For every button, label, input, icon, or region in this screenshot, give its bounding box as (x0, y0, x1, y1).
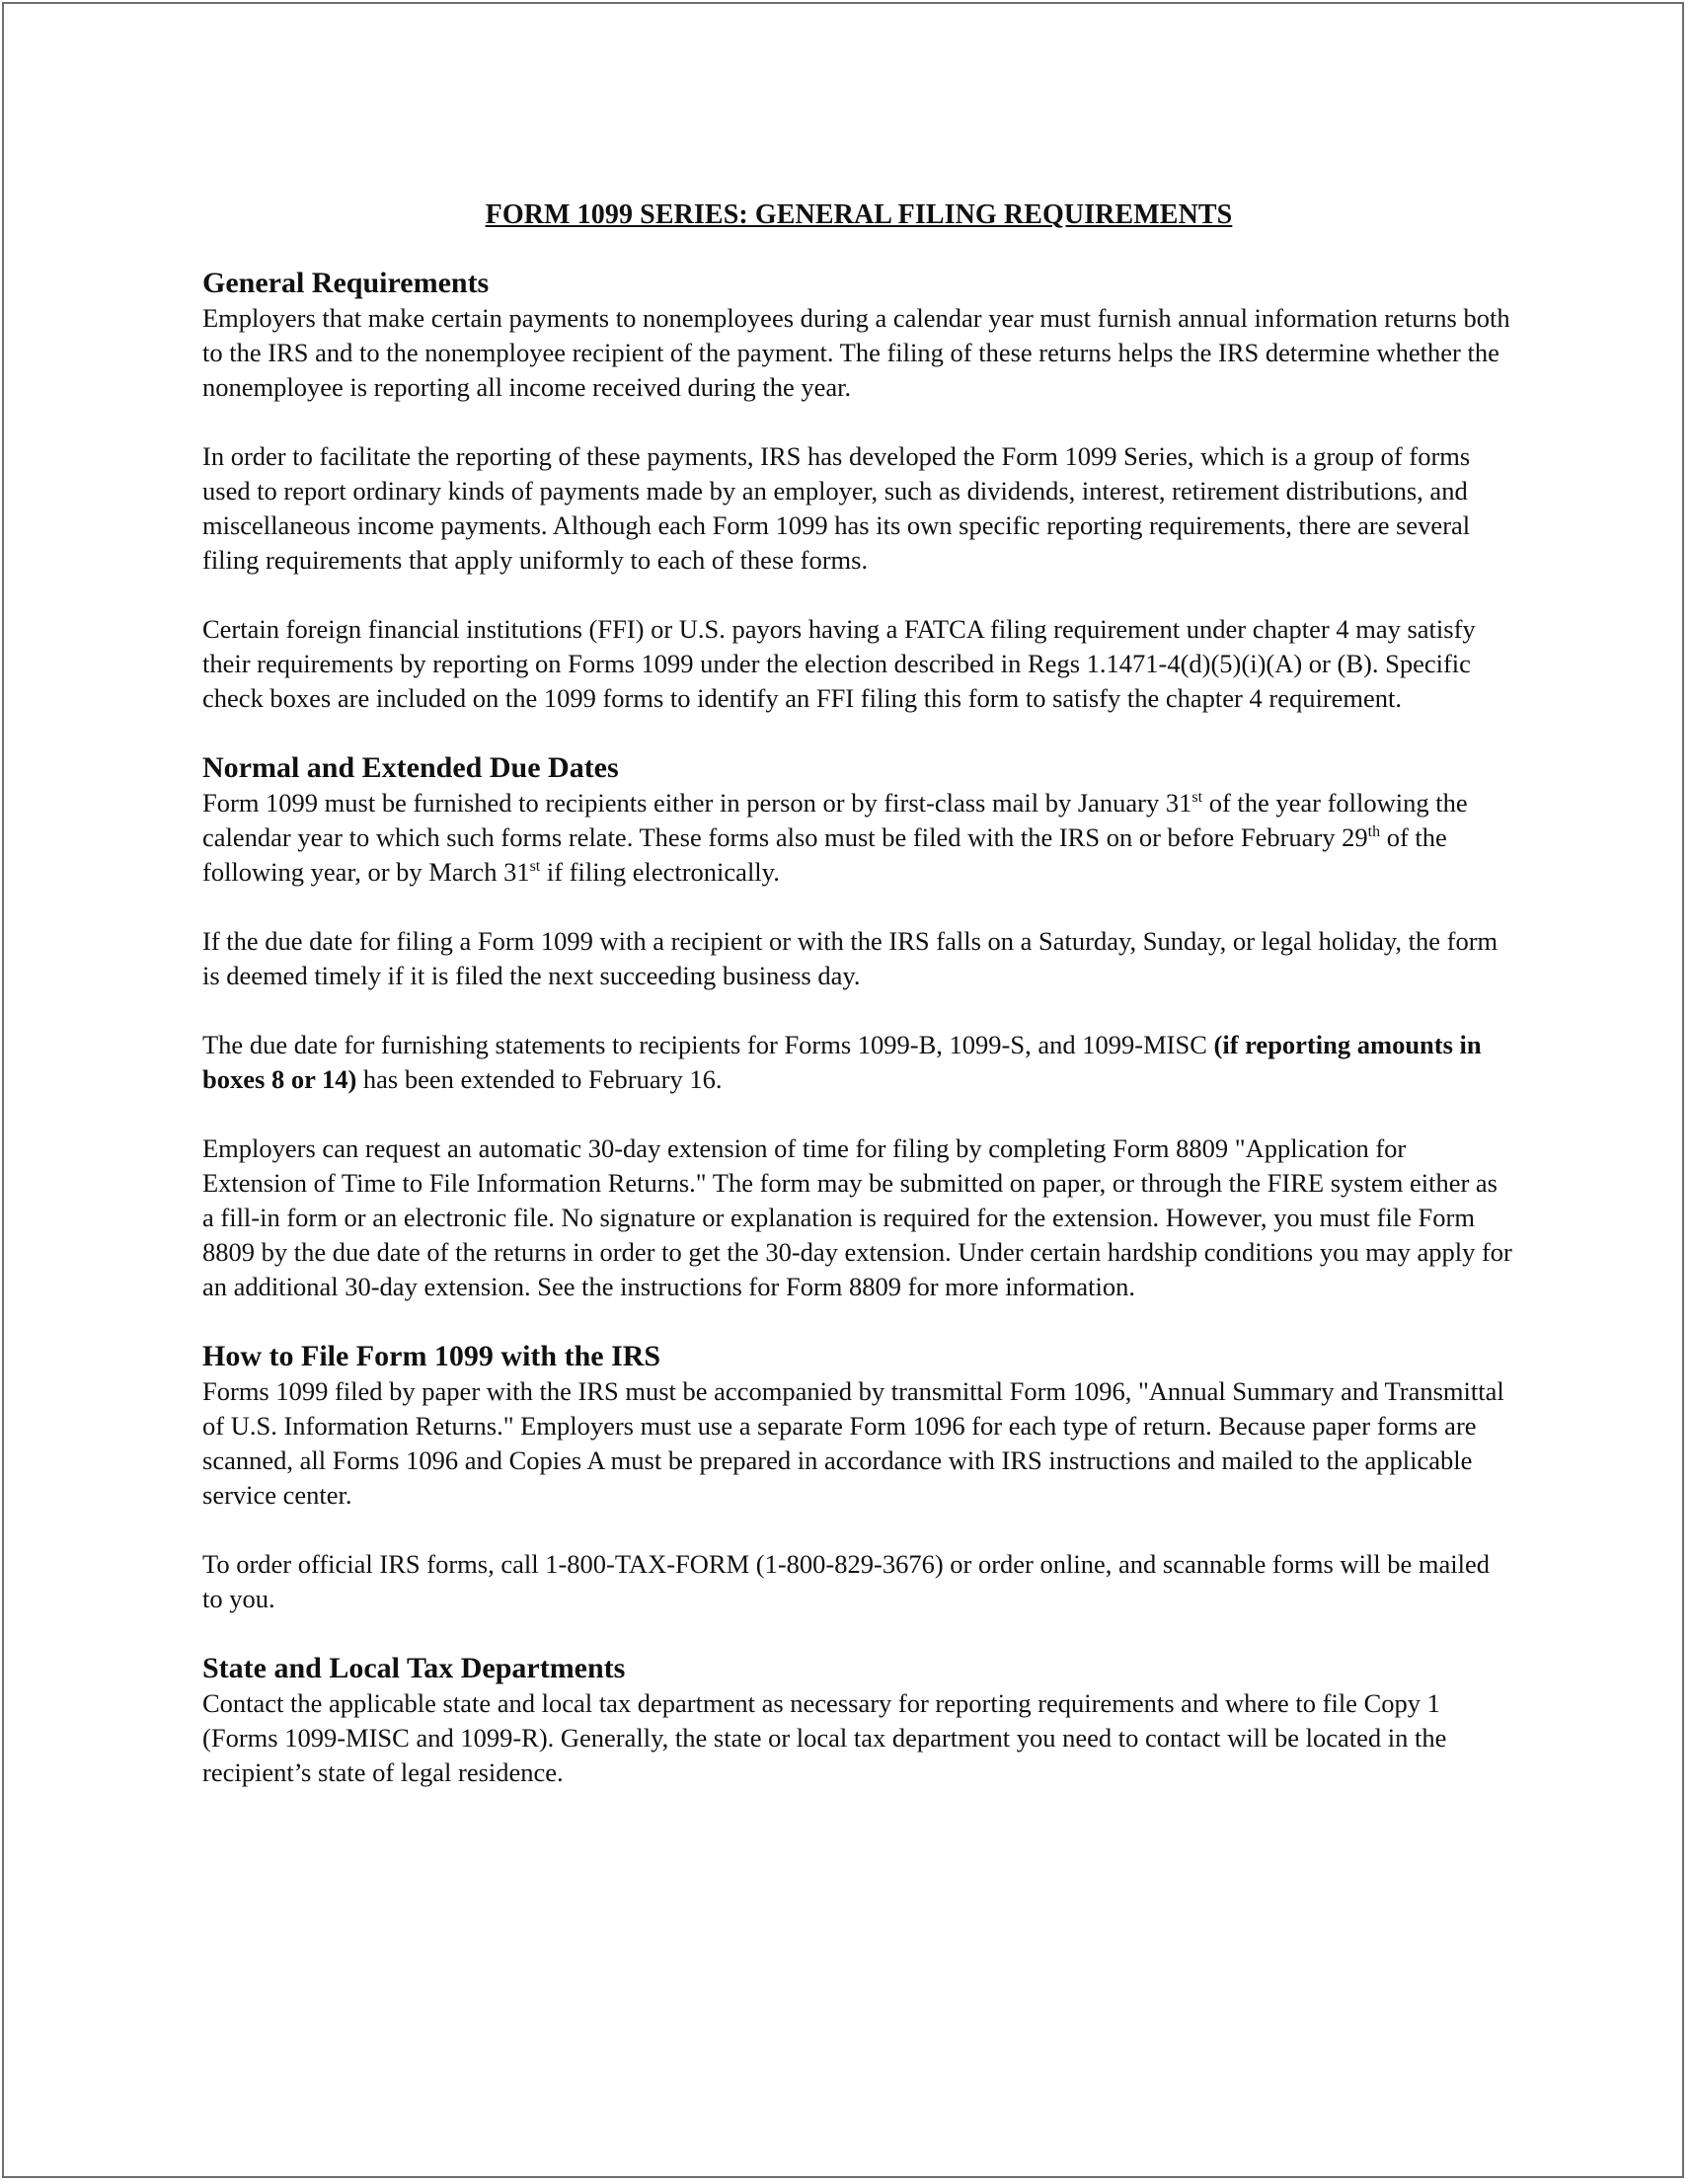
section-heading: How to File Form 1099 with the IRS (202, 1340, 661, 1372)
text-run: The due date for furnishing statements to recipients for Forms 1099-B, 1099-S, and 1099-MISC (202, 1030, 1214, 1059)
paragraph: Employers can request an automatic 30-day extension of time for filing by completing Form 8809 "Application for Extension of Time to File Information Returns." The form may be submitted on paper, or through the FIRE system either as a fill-in form or an electronic file. No signature or explanation is required for the extension. However, you must file Form 8809 by the due date of the returns in order to get the 30-day extension. Under certain hardship conditions you may apply for an additional 30-day extension. See the instructions for Form 8809 for more information. (202, 1133, 1512, 1301)
paragraph: Contact the applicable state and local tax department as necessary for reporting requirements and where to file Copy 1 (Forms 1099-MISC and 1099-R). Generally, the state or local tax department you need to contact will be located in the recipient’s state of legal residence. (202, 1688, 1447, 1787)
document-title: FORM 1099 SERIES: GENERAL FILING REQUIREMENTS (485, 199, 1233, 230)
section-state-local (202, 1651, 1515, 1790)
text-run: has been extended to February 16. (356, 1064, 723, 1094)
section-heading: Normal and Extended Due Dates (202, 751, 619, 784)
text-run: of the year following the calendar year to which such forms relate. These forms also must be filed with the IRS on or before February 29 (202, 788, 1468, 852)
ordinal-suffix: st (1191, 789, 1203, 807)
paragraph: Certain foreign financial institutions (FFI) or U.S. payors having a FATCA filing requirement under chapter 4 may satisfy their requirements by reporting on Forms 1099 under the election described in Regs 1.1471-4(d)(5)(i)(A) or (B). Specific check boxes are included on the 1099 forms to identify an FFI filing this form to satisfy the chapter 4 requirement. (202, 614, 1476, 713)
text-run: Form 1099 must be furnished to recipients either in person or by first-class mail by January 31 (202, 788, 1192, 818)
paragraph: To order official IRS forms, call 1-800-TAX-FORM (1-800-829-3676) or order online, and scannable forms will be mailed to you. (202, 1549, 1491, 1613)
section-heading: State and Local Tax Departments (202, 1652, 626, 1684)
bold-text-run: (if reporting amounts in boxes 8 or 14) (202, 1030, 1482, 1094)
paragraph: Forms 1099 filed by paper with the IRS must be accompanied by transmittal Form 1096, "Annual Summary and Transmittal of U.S. Information Returns." Employers must use a separate Form 1096 for each type of return. Because paper forms are scanned, all Forms 1096 and Copies A must be prepared in accordance with IRS instructions and mailed to the applicable service center. (202, 1376, 1504, 1510)
ordinal-suffix: st (529, 858, 541, 876)
section-general-requirements (202, 266, 1515, 716)
section-how-to-file (202, 1339, 1515, 1616)
text-run: of the following year, or by March 31 (202, 822, 1447, 887)
paragraph (202, 1028, 1515, 1097)
document-body (202, 197, 1515, 1825)
section-heading: General Requirements (202, 267, 490, 299)
ordinal-suffix: th (1367, 823, 1381, 841)
paragraph: If the due date for filing a Form 1099 with a recipient or with the IRS falls on a Saturday, Sunday, or legal holiday, the form is deemed timely if it is filed the next succeeding business day. (202, 926, 1498, 990)
paragraph: In order to facilitate the reporting of these payments, IRS has developed the Form 1099 Series, which is a group of forms used to report ordinary kinds of payments made by an employer, such as dividends, interest, retirement distributions, and miscellaneous income payments. Although each Form 1099 has its own specific reporting requirements, there are several filing requirements that apply uniformly to each of these forms. (202, 441, 1471, 575)
paragraph (202, 786, 1515, 890)
paragraph: Employers that make certain payments to nonemployees during a calendar year must furnish annual information returns both to the IRS and to the nonemployee recipient of the payment. The filing of these returns helps the IRS determine whether the nonemployee is reporting all income received during the year. (202, 303, 1510, 402)
text-run: if filing electronically. (540, 857, 780, 887)
section-due-dates (202, 750, 1515, 1304)
